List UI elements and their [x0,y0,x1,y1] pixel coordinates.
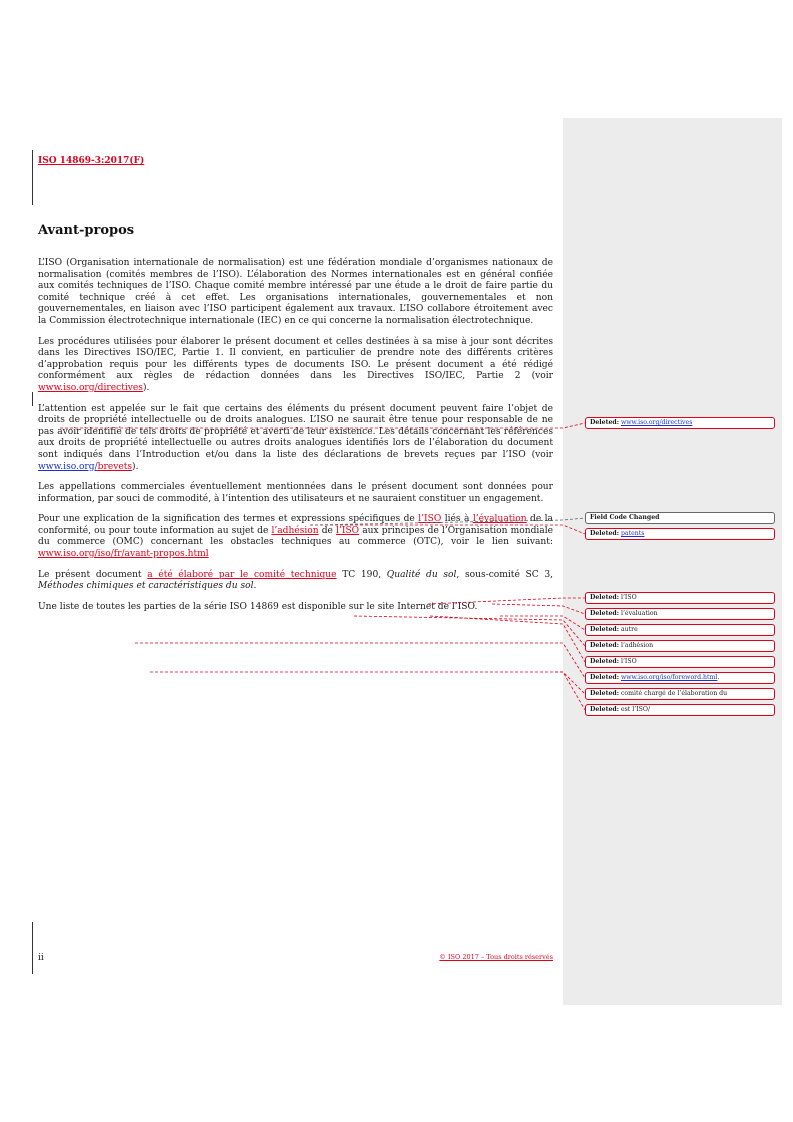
balloon-label: Deleted: [590,610,619,617]
document-reference: ISO 14869-3:2017(F) [38,156,145,166]
balloon-label: Deleted: [590,419,619,426]
balloon-label: Deleted: [590,706,619,713]
paragraph-text: de [318,525,337,536]
paragraph-4: Les appellations commerciales éventuellement mentionnées dans le présent document sont données pour information, par souci de commodité, à l’intention des utilisateurs et ne sauraient constituer un engagement. [38,482,553,504]
balloon-text: est l’ISO/ [620,706,651,713]
avant-propos-link[interactable]: www.iso.org/iso/fr/avant-propos.html [38,549,209,560]
paragraph-text: . [253,581,257,592]
inserted-text: l’ISO [336,525,360,536]
italic-text: Qualité du sol [386,569,457,580]
balloon-label: Deleted: [590,626,619,633]
balloon-label: Deleted: [590,642,619,649]
deleted-balloon[interactable] [585,656,775,668]
leader-line [492,604,585,614]
copyright-notice: © ISO 2017 – Tous droits réservés [439,953,553,961]
leader-line [310,518,585,525]
balloon-text: l’ISO [620,658,637,665]
iso-link[interactable]: www.iso.org/ [38,461,98,472]
paragraph-text: Les procédures utilisées pour élaborer le présent document et celles destinées à sa mise à jour sont décrites dans les Directives ISO/IEC, Partie 1. Il convient, en particulier de prendre note des différents critères d’approbation requis pour les différents types de documents ISO. Le présent document a été rédigé conformément aux règles de rédaction données dans les Directives ISO/IEC, Partie 2 (voir [38,336,553,382]
balloon-label: Deleted: [590,674,619,681]
deleted-balloon[interactable] [585,592,775,604]
deleted-balloon[interactable] [585,417,775,429]
paragraph-text: Le présent document [38,569,148,580]
deleted-balloon[interactable] [585,704,775,716]
deleted-balloon[interactable] [585,672,775,684]
paragraph-text: ). [132,461,139,472]
balloon-text: www.iso.org/directives [620,419,693,426]
balloon-text: l’adhésion [620,642,654,649]
leader-line [428,598,585,604]
paragraph-text: aux principes de l’Organisation mondiale du commerce (OMC) concernant les obstacles techniques au commerce (OTC), voir le lien suivant: [38,525,554,548]
balloon-text: www.iso.org/iso/foreword.html [620,674,718,681]
italic-text: Méthodes chimiques et caractéristiques du sol [38,581,254,592]
inserted-text: l’évaluation [472,514,527,525]
paragraph-text: , sous-comité SC 3, [456,569,553,580]
leader-line [555,672,585,710]
deleted-balloon[interactable] [585,688,775,700]
leader-line [60,423,585,428]
paragraph-text: ). [142,382,150,393]
balloon-text: comité chargé de l’élaboration du [620,690,728,697]
balloon-text: autre [620,626,638,633]
paragraph-text: de la conformité, ou pour toute information au sujet de [38,514,553,536]
deleted-balloon[interactable] [585,608,775,620]
format-balloon[interactable] [585,512,775,524]
paragraph-text: TC 190, [336,569,387,580]
leader-line [354,616,585,646]
deleted-balloon[interactable] [585,624,775,636]
page-title: Avant-propos [38,223,135,238]
leader-line [150,672,585,694]
balloon-suffix: . [717,674,720,681]
directives-link[interactable]: www.iso.org/directives [38,382,143,393]
inserted-text: l’adhésion [271,525,319,536]
paragraph-1: L’ISO (Organisation internationale de normalisation) est une fédération mondiale d’organismes nationaux de normalisation (comités membres de l’ISO). L’élaboration des Normes internationales est en général confiée aux comités techniques de l’ISO. Chaque comité membre intéressé par une étude a le droit de faire partie du comité technique créé à cet effet. Les organisations internationales, gouvernementales et non gouvernementales, en liaison avec l’ISO participent également aux travaux. L’ISO collabore étroitement avec la Commission électrotechnique internationale (IEC) en ce qui concerne la normalisation électrotechnique. [38,258,553,326]
leader-line [310,525,585,534]
page-number: ii [38,953,44,963]
balloon-label: Deleted: [590,594,619,601]
paragraph-text: liés à [441,514,473,525]
inserted-text: a été élaboré par le comité technique [147,569,337,580]
paragraph-7: Une liste de toutes les parties de la série ISO 14869 est disponible sur le site Internet de l’ISO. [38,601,478,612]
paragraph-text: Pour une explication de la signification des termes et expressions spécifiques de [38,514,419,525]
deleted-balloon[interactable] [585,528,775,540]
leader-line [135,643,585,678]
paragraph-text: L’attention est appelée sur le fait que certains des éléments du présent document peuvent faire l’objet de droits de propriété intellectuelle ou de droits analogues. L’ISO ne saurait être tenue pour responsable de ne pas avoir identifié de tels droits de propriété et averti de leur existence. Les détails concernant les références aux droits de propriété intellectuelle ou autres droits analogues identifiés lors de l’élaboration du document sont indiqués dans l’Introduction et/ou dans la liste des déclarations de brevets reçues par l’ISO (voir [38,403,553,460]
balloon-text: l’ISO [620,594,637,601]
leader-line [430,616,585,662]
balloon-label: Deleted: [590,658,619,665]
balloon-label: Deleted: [590,530,619,537]
balloon-text: patents [620,530,645,537]
balloon-label: Deleted: [590,690,619,697]
inserted-text: l’ISO [418,514,442,525]
balloon-label: Field Code Changed [590,514,660,521]
brevets-link[interactable]: brevets [97,461,133,472]
deleted-balloon[interactable] [585,640,775,652]
balloon-text: l’évaluation [620,610,658,617]
